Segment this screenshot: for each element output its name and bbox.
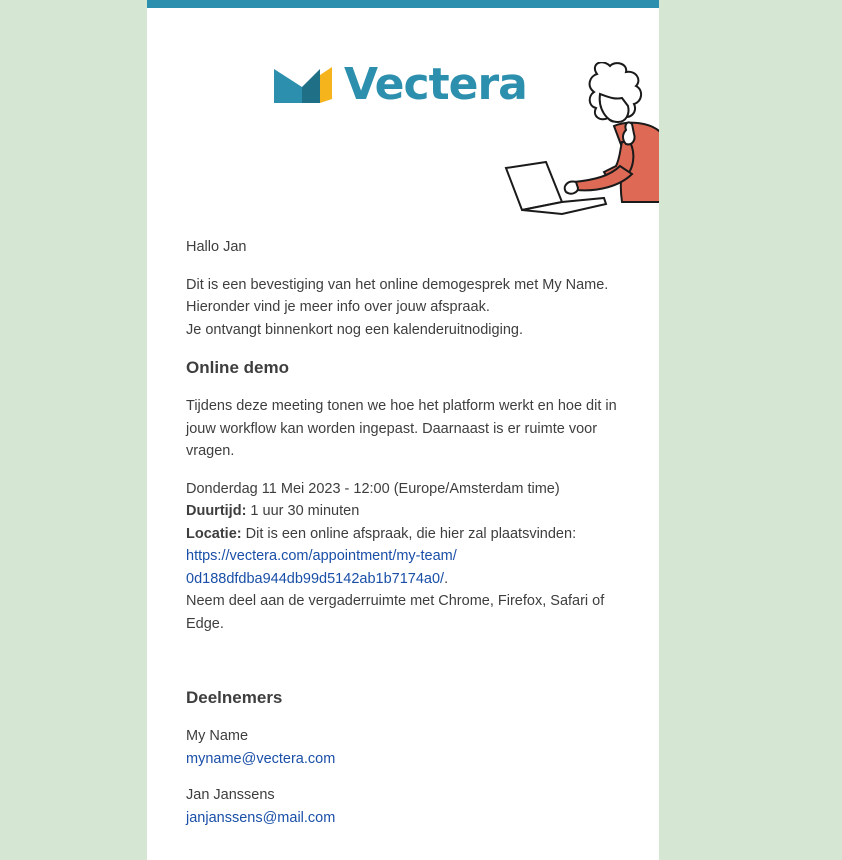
appointment-details [186, 478, 626, 636]
person-with-laptop-illustration [502, 62, 659, 217]
meeting-link-part-1[interactable]: https://vectera.com/appointment/my-team/ [186, 548, 457, 564]
duration-label: Duurtijd: [186, 503, 247, 519]
browser-support-line: Neem deel aan de vergaderruimte met Chrome, Firefox, Safari of [186, 593, 605, 609]
participant-email-link[interactable]: myname@vectera.com [186, 750, 336, 767]
logo-wordmark: Vectera [344, 59, 527, 110]
intro-paragraph [186, 274, 626, 342]
participant-item [186, 784, 626, 829]
intro-line: Je ontvangt binnenkort nog een kalenderuitnodiging. [186, 321, 523, 338]
participant-email-link[interactable]: janjanssens@mail.com [186, 809, 336, 826]
email-body [186, 236, 626, 843]
greeting: Hallo Jan [186, 239, 247, 255]
description-line: Tijdens deze meeting tonen we hoe het platform werkt en hoe dit in [186, 398, 617, 414]
description-line: jouw workflow kan worden ingepast. Daarnaast is er ruimte voor [186, 420, 598, 437]
intro-line: Dit is een bevestiging van het online demogesprek met My Name. [186, 276, 609, 293]
intro-line: Hieronder vind je meer info over jouw afspraak. [186, 299, 490, 315]
meeting-link[interactable] [186, 548, 457, 587]
top-accent-bar [147, 0, 659, 8]
email-card [147, 0, 659, 860]
meeting-link-suffix: . [444, 570, 449, 587]
participant-name: Jan Janssens [186, 787, 275, 803]
duration-value: 1 uur 30 minuten [246, 503, 360, 519]
section-title-online-demo: Online demo [186, 358, 289, 377]
meeting-link-row [186, 545, 626, 590]
location-value: Dit is een online afspraak, die hier zal plaatsvinden: [241, 525, 577, 542]
vectera-logo-icon [274, 65, 334, 105]
description-line: vragen. [186, 443, 235, 459]
vectera-logo [274, 59, 527, 110]
section-title-participants: Deelnemers [186, 688, 283, 707]
meeting-link-part-2[interactable]: 0d188dfdba944db99d5142ab1b7174a0/ [186, 570, 445, 587]
demo-description [186, 395, 626, 463]
location-label: Locatie: [186, 525, 242, 542]
browser-support-line: Edge. [186, 615, 224, 632]
participant-item [186, 725, 626, 770]
appointment-duration [186, 500, 626, 523]
appointment-location [186, 523, 626, 546]
appointment-datetime: Donderdag 11 Mei 2023 - 12:00 (Europe/Amsterdam time) [186, 480, 560, 497]
participant-name: My Name [186, 728, 249, 744]
